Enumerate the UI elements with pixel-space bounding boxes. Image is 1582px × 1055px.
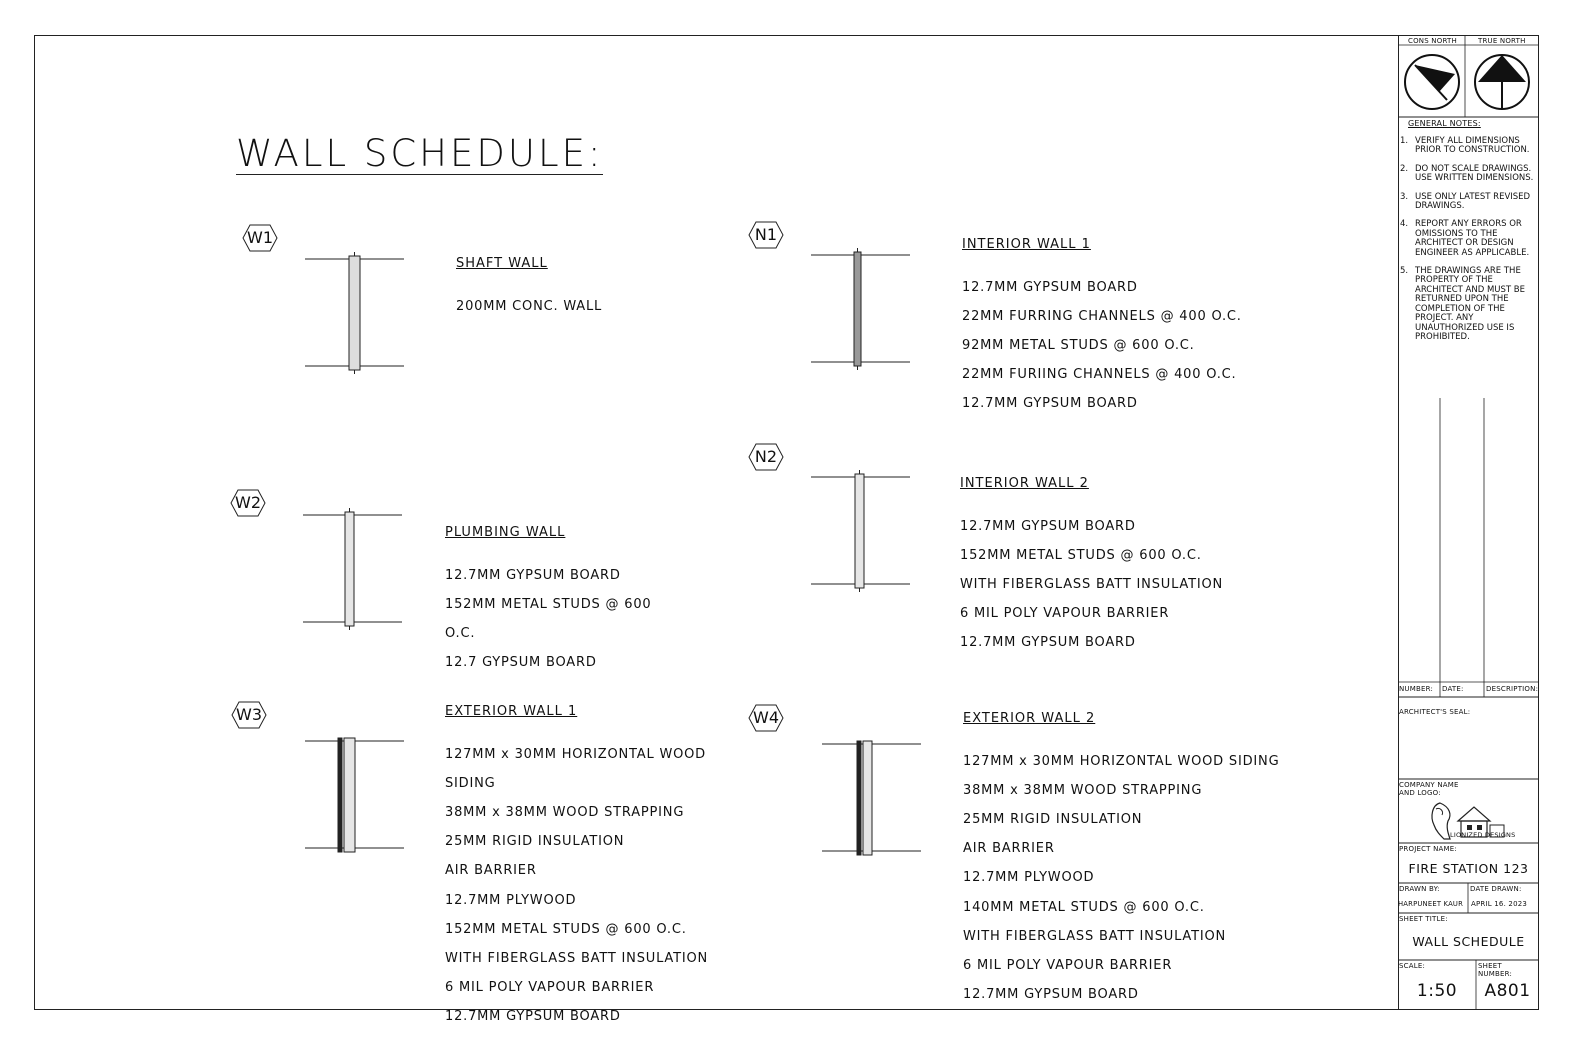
wall-section-w2 <box>303 508 403 628</box>
wall-spec-w4: 127MM x 30MM HORIZONTAL WOOD SIDING 38MM x 38MM WOOD STRAPPING 25MM RIGID INSULATION AIR BARRIER 12.7MM PLYWOOD 140MM METAL STUDS @ 600 O.C. WITH FIBERGLASS BATT INSULATION 6 MIL POLY VAPOUR BARRIER 12.7MM GYPSUM BOARD <box>963 753 1280 1003</box>
date-drawn-value: APRIL 16. 2023 <box>1471 900 1528 908</box>
sheet-number-label-line1: SHEET <box>1478 962 1502 970</box>
wall-section-n1 <box>811 248 911 368</box>
wall-spec-n2: 12.7MM GYPSUM BOARD 152MM METAL STUDS @ 600 O.C. WITH FIBERGLASS BATT INSULATION 6 MIL POLY VAPOUR BARRIER 12.7MM GYPSUM BOARD <box>960 518 1224 651</box>
true-north-label: TRUE NORTH <box>1478 37 1526 45</box>
wall-spec-w3: 127MM x 30MM HORIZONTAL WOOD SIDING 38MM x 38MM WOOD STRAPPING 25MM RIGID INSULATION AIR BARRIER 12.7MM PLYWOOD 152MM METAL STUDS @ 600 O.C. WITH FIBERGLASS BATT INSULATION 6 MIL POLY VAPOUR BARRIER 12.7MM GYPSUM BOARD <box>445 746 709 1025</box>
note-item: 4. REPORT ANY ERRORS OR OMISSIONS TO THE ARCHITECT OR DESIGN ENGINEER AS APPLICABLE. <box>1400 219 1530 258</box>
drawing-border <box>34 35 1539 1010</box>
sheet-number-label-line2: NUMBER: <box>1478 970 1513 978</box>
general-notes-list <box>1400 137 1538 351</box>
cons-north-arrow-icon <box>1403 52 1463 112</box>
drawn-by-label: DRAWN BY: <box>1399 885 1440 893</box>
sheet-heading: WALL SCHEDULE: <box>236 132 604 175</box>
wall-tag-w2: W2 <box>230 489 266 517</box>
company-logo-text: LIONIZED DESIGNS <box>1450 831 1516 839</box>
scale-label: SCALE: <box>1399 962 1426 970</box>
wall-tag-w1: W1 <box>242 224 278 252</box>
wall-title-n1: INTERIOR WALL 1 <box>962 237 1091 252</box>
cons-north-label: CONS NORTH <box>1408 37 1457 45</box>
wall-tag-w4: W4 <box>748 704 784 732</box>
wall-spec-w1: 200MM CONC. WALL <box>456 298 603 314</box>
wall-section-w3 <box>305 734 405 854</box>
sheet-title-value: WALL SCHEDULE <box>1412 934 1525 949</box>
company-label-line1: COMPANY NAME <box>1399 781 1459 789</box>
note-item: 3. USE ONLY LATEST REVISED DRAWINGS. <box>1400 191 1531 212</box>
revision-number-label: NUMBER: <box>1399 685 1434 693</box>
revision-description-label: DESCRIPTION: <box>1486 685 1539 693</box>
title-block <box>1398 35 1539 1010</box>
general-notes-heading: GENERAL NOTES: <box>1408 119 1481 128</box>
company-label-line2: AND LOGO: <box>1399 789 1441 797</box>
drawn-by-value: HARPUNEET KAUR <box>1398 900 1464 908</box>
sheet-number-value: A801 <box>1484 981 1531 1001</box>
wall-section-w4 <box>822 737 922 857</box>
wall-section-n2 <box>811 470 911 590</box>
wall-title-w2: PLUMBING WALL <box>445 525 566 540</box>
wall-tag-w3: W3 <box>231 701 267 729</box>
wall-title-n2: INTERIOR WALL 2 <box>960 476 1089 491</box>
wall-tag-n1: N1 <box>748 221 784 249</box>
project-name-value: FIRE STATION 123 <box>1408 861 1529 876</box>
note-item: 2. DO NOT SCALE DRAWINGS. USE WRITTEN DIMENSIONS. <box>1400 163 1534 184</box>
wall-title-w3: EXTERIOR WALL 1 <box>445 704 578 719</box>
note-item: 5. THE DRAWINGS ARE THE PROPERTY OF THE ARCHITECT AND MUST BE RETURNED UPON THE COMPLETION OF THE PROJECT. ANY UNAUTHORIZED USE IS PROHIBITED. <box>1400 266 1525 342</box>
wall-title-w1: SHAFT WALL <box>456 256 548 271</box>
date-drawn-label: DATE DRAWN: <box>1470 885 1522 893</box>
note-item: 1. VERIFY ALL DIMENSIONS PRIOR TO CONSTRUCTION. <box>1400 136 1530 156</box>
sheet-title-label: SHEET TITLE: <box>1399 915 1448 923</box>
architects-seal-label: ARCHITECT'S SEAL: <box>1399 708 1471 716</box>
wall-title-w4: EXTERIOR WALL 2 <box>963 711 1096 726</box>
wall-spec-w2: 12.7MM GYPSUM BOARD 152MM METAL STUDS @ 600 O.C. 12.7 GYPSUM BOARD <box>445 567 652 671</box>
revision-date-label: DATE: <box>1442 685 1464 693</box>
true-north-arrow-icon <box>1473 52 1533 112</box>
wall-spec-n1: 12.7MM GYPSUM BOARD 22MM FURRING CHANNELS @ 400 O.C. 92MM METAL STUDS @ 600 O.C. 22MM FURIING CHANNELS @ 400 O.C. 12.7MM GYPSUM BOARD <box>962 279 1242 412</box>
wall-tag-n2: N2 <box>748 443 784 471</box>
wall-section-w1 <box>305 252 405 372</box>
project-name-label: PROJECT NAME: <box>1399 845 1457 853</box>
scale-value: 1:50 <box>1416 981 1458 1001</box>
